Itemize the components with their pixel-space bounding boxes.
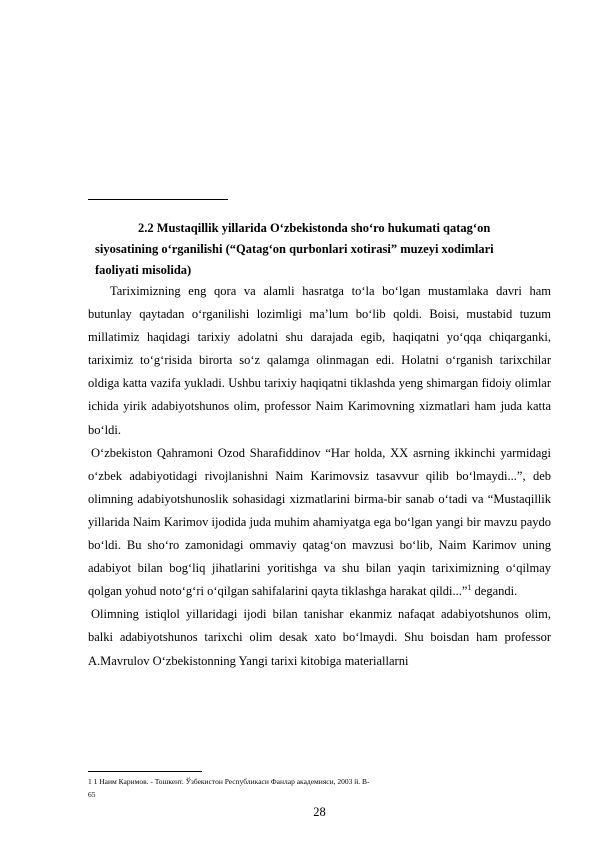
paragraph-2-end: degandi. [471,584,518,599]
top-divider-line [88,199,228,200]
paragraph-2-text: O‘zbekiston Qahramoni Ozod Sharafiddinov “Har holda, XX asrning ikkinchi yarmidagi o‘zbek adabiyotidagi rivojlanishni Naim Karimovsiz tasavvur qilib bo‘lmaydi...”, deb olimning adabiyotshunoslik sohasidagi xizmatlarini birma-bir sanab o‘tadi va “Mustaqillik yillarida Naim Karimov ijodida juda muhim ahamiyatga ega bo‘lgan yangi bir mavzu paydo bo‘ldi. Bu sho‘ro zamonidagi ommaviy qatag‘on mavzusi bo‘lib, Naim Karimov uning adabiyot bilan bog‘liq jihatlarini yoritishga va shu bilan yaqin tariximizning o‘qilmay qolgan yohud noto‘g‘ri o‘qilgan sahifalarini qayta tiklashga harakat qildi...” [88,445,551,599]
page-number: 28 [313,805,326,819]
paragraph-1: Tariximizning eng qora va alamli hasratga to‘la bo‘lgan mustamlaka davri ham butunlay qaytadan o‘rganilishi lozimligi ma’lum bo‘lib qoldi. Boisi, mustabid tuzum millatimiz haqidagi tarixiy adolatni shu darajada egib, haqiqatni yo‘qqa chiqarganki, tariximiz to‘g‘risida birorta so‘z qalamga olinmagan edi. Holatni o‘rganish tarixchilar oldiga katta vazifa yukladi. Ushbu tarixiy haqiqatni tiklashda yeng shimargan fidoiy olimlar ichida yirik adabiyotshunos olim, professor Naim Karimovning xizmatlari ham juda katta bo‘ldi. [88,284,551,437]
section-heading [88,218,548,281]
paragraph-2 [88,442,551,604]
footnote-reference: 1 [467,583,472,593]
heading-line-1: 2.2 Mustaqillik yillarida O‘zbekistonda sho‘ro hukumati qatag‘on [138,221,491,235]
footnote-divider-line [88,771,202,772]
footnote-line-1: 1 1 Наим Каримов. - Тошкент. Ўзбекистон Республикаси Фанлар академияси, 2003 й. В- [88,777,370,786]
body-text [88,280,551,673]
footnote [88,775,508,801]
paragraph-3: Olimning istiqlol yillaridagi ijodi bilan tanishar ekanmiz nafaqat adabiyotshunos olim, balki adabiyotshunos tarixchi olim desak xato bo‘lmaydi. Shu boisdan ham professor A.Mavrulov O‘zbekistonning Yangi tarixi kitobiga materiallarni [88,607,551,668]
footnote-line-2: 65 [88,790,96,799]
heading-line-3: faoliyati misolida) [95,263,192,277]
heading-line-2: siyosatining o‘rganilishi (“Qatag‘on qurbonlari xotirasi” muzeyi xodimlari [95,242,494,256]
